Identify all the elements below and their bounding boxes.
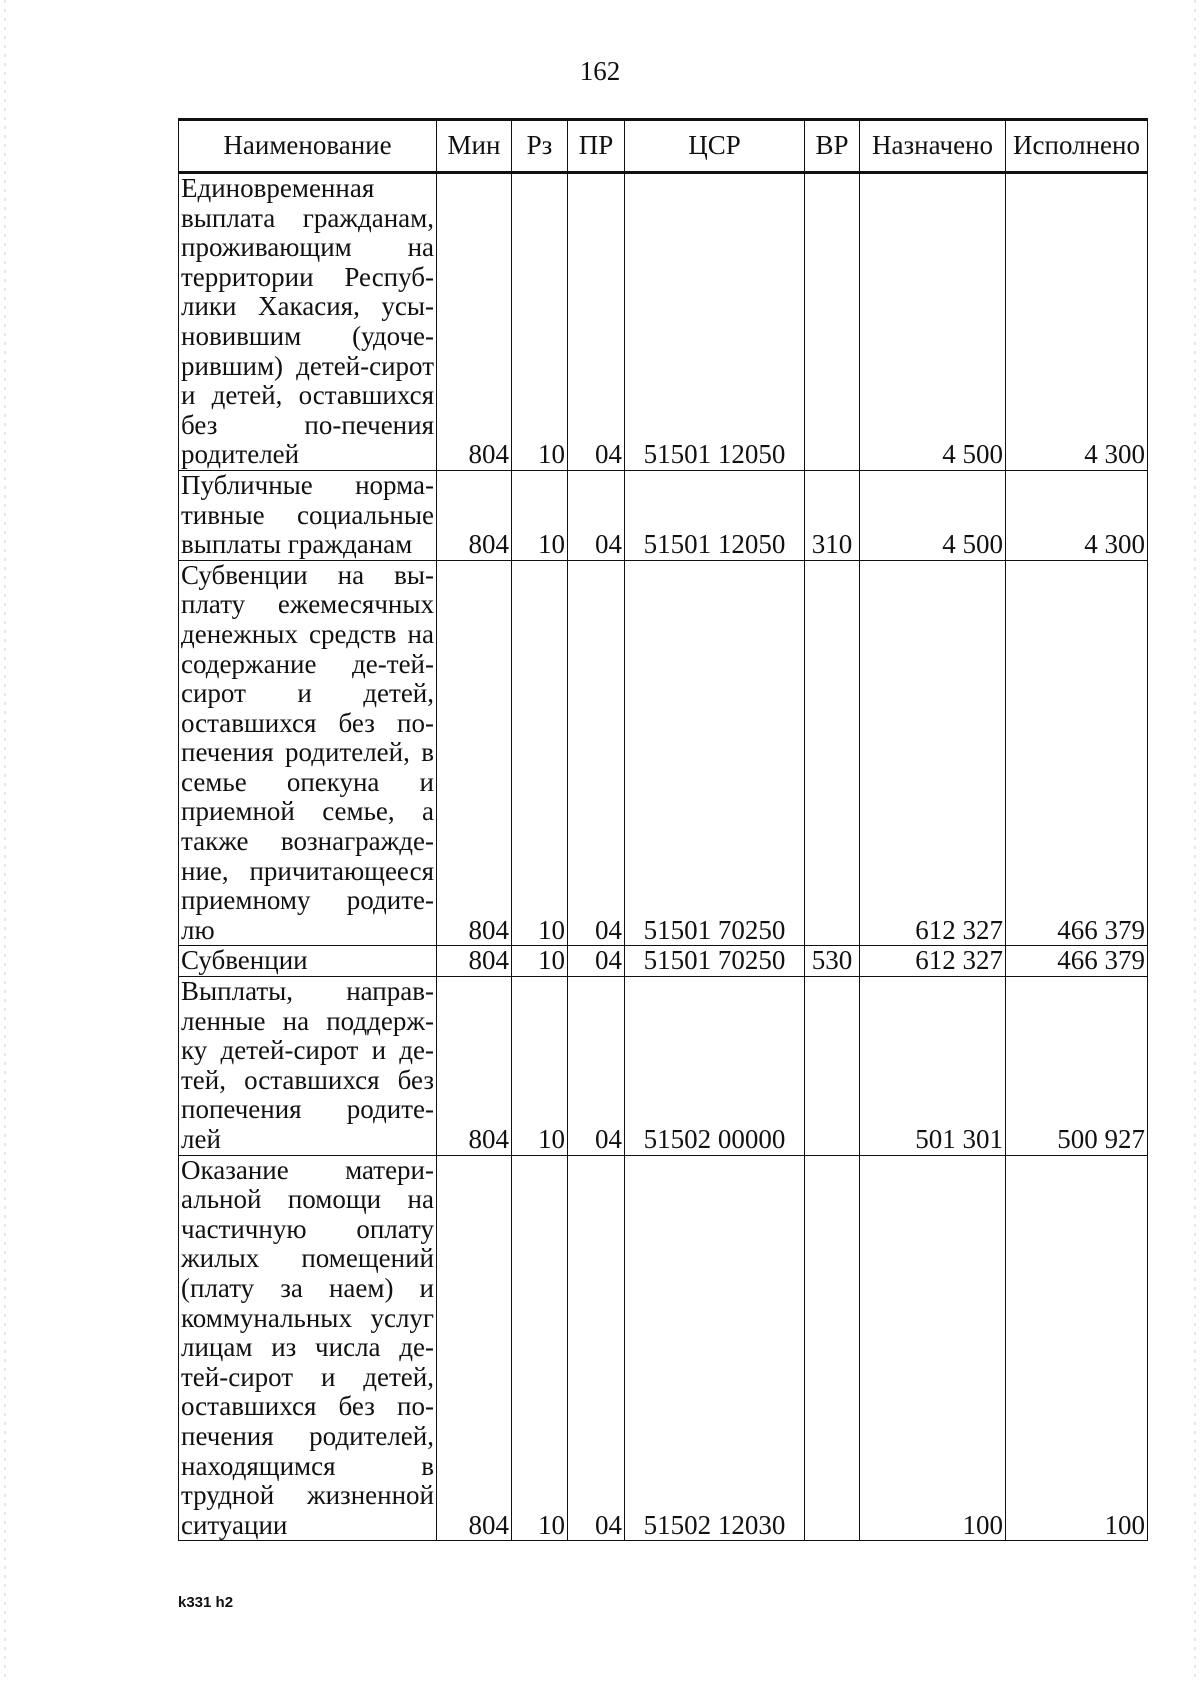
row-vr	[805, 560, 860, 946]
header-executed: Исполнено	[1006, 120, 1148, 173]
row-csr: 51502 12030	[625, 1155, 805, 1541]
row-pr: 04	[568, 560, 625, 946]
row-executed: 500 927	[1006, 977, 1148, 1156]
row-rz: 10	[512, 946, 568, 977]
row-vr	[805, 977, 860, 1156]
table-header-row	[179, 120, 1148, 173]
table-row	[179, 946, 1148, 977]
header-min: Мин	[437, 120, 512, 173]
header-pr: ПР	[568, 120, 625, 173]
row-name: Публичные норма-тивные социальные выплаты гражданам	[179, 470, 437, 560]
document-code: k331 h2	[178, 1594, 234, 1611]
row-min: 804	[437, 173, 512, 471]
row-csr: 51501 12050	[625, 173, 805, 471]
header-vr: ВР	[805, 120, 860, 173]
row-executed: 466 379	[1006, 946, 1148, 977]
page-number: 162	[579, 56, 621, 86]
row-assigned: 612 327	[860, 560, 1006, 946]
table-row	[179, 560, 1148, 946]
row-rz: 10	[512, 470, 568, 560]
row-pr: 04	[568, 470, 625, 560]
row-rz: 10	[512, 1155, 568, 1541]
right-edge-scan-mark	[1194, 0, 1196, 1682]
row-executed: 4 300	[1006, 470, 1148, 560]
table-row	[179, 1155, 1148, 1541]
row-rz: 10	[512, 977, 568, 1156]
row-assigned: 4 500	[860, 173, 1006, 471]
header-name: Наименование	[179, 120, 437, 173]
row-min: 804	[437, 470, 512, 560]
row-csr: 51501 70250	[625, 946, 805, 977]
header-assigned: Назначено	[860, 120, 1006, 173]
row-assigned: 501 301	[860, 977, 1006, 1156]
budget-execution-table	[178, 118, 1148, 1541]
row-vr: 310	[805, 470, 860, 560]
row-name: Субвенции	[179, 946, 437, 977]
row-rz: 10	[512, 173, 568, 471]
table-row	[179, 977, 1148, 1156]
row-vr	[805, 173, 860, 471]
header-rz: Рз	[512, 120, 568, 173]
row-csr: 51501 70250	[625, 560, 805, 946]
header-csr: ЦСР	[625, 120, 805, 173]
row-vr: 530	[805, 946, 860, 977]
row-min: 804	[437, 560, 512, 946]
row-csr: 51502 00000	[625, 977, 805, 1156]
row-pr: 04	[568, 173, 625, 471]
row-name: Субвенции на вы-плату ежемесячных денежных средств на содержание де-тей-сирот и детей, оставшихся без по-печения родителей, в семье опекуна и приемной семье, а также вознагражде-ние, причитающееся приемному родите-лю	[179, 560, 437, 946]
row-name: Единовременная выплата гражданам, проживающим на территории Респуб-лики Хакасия, усы-новившим (удоче-рившим) детей-сирот и детей, оставшихся без по-печения родителей	[179, 173, 437, 471]
row-pr: 04	[568, 977, 625, 1156]
row-executed: 466 379	[1006, 560, 1148, 946]
row-min: 804	[437, 977, 512, 1156]
left-edge-scan-mark	[4, 0, 6, 1682]
row-name: Оказание матери-альной помощи на частичную оплату жилых помещений (плату за наем) и коммунальных услуг лицам из числа де-тей-сирот и детей, оставшихся без по-печения родителей, находящимся в трудной жизненной ситуации	[179, 1155, 437, 1541]
row-rz: 10	[512, 560, 568, 946]
row-min: 804	[437, 1155, 512, 1541]
table-row	[179, 173, 1148, 471]
row-executed: 4 300	[1006, 173, 1148, 471]
row-assigned: 612 327	[860, 946, 1006, 977]
table-row	[179, 470, 1148, 560]
row-assigned: 4 500	[860, 470, 1006, 560]
row-min: 804	[437, 946, 512, 977]
row-vr	[805, 1155, 860, 1541]
row-csr: 51501 12050	[625, 470, 805, 560]
row-executed: 100	[1006, 1155, 1148, 1541]
row-name: Выплаты, направ-ленные на поддерж-ку детей-сирот и де-тей, оставшихся без попечения родите-лей	[179, 977, 437, 1156]
row-pr: 04	[568, 1155, 625, 1541]
row-assigned: 100	[860, 1155, 1006, 1541]
row-pr: 04	[568, 946, 625, 977]
